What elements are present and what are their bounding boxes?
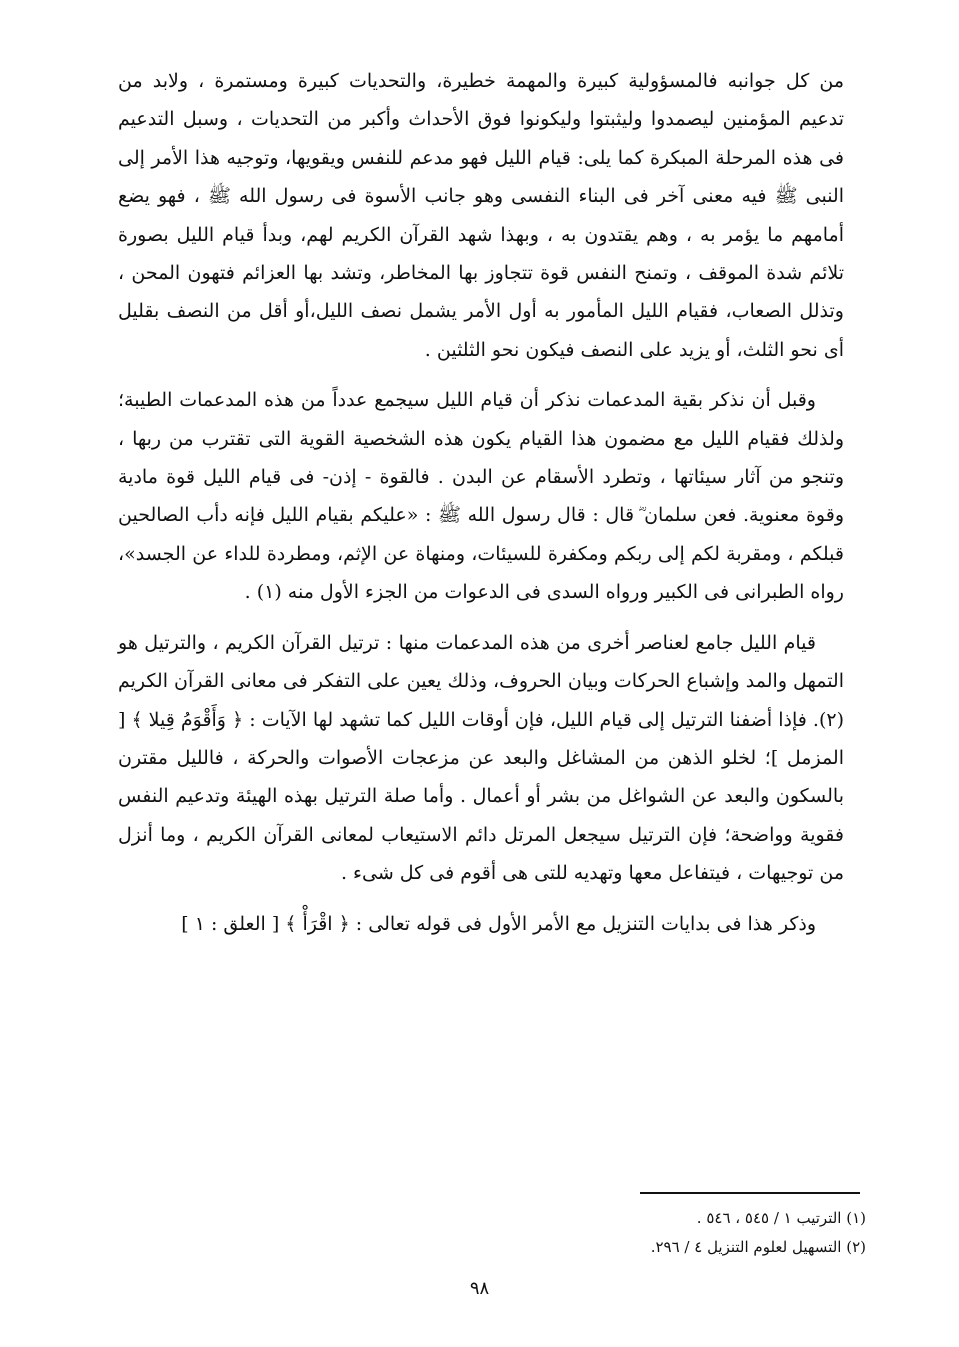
footnote-2: (٢) التسهيل لعلوم التنزيل ٤ / ٢٩٦. [650,1238,866,1256]
paragraph-4: وذكر هذا فى بدايات التنزيل مع الأمر الأول فى قوله تعالى : ﴿ اقْرَأْ ﴾ [ العلق : ١ ] [181,912,816,935]
footnote-1: (١) الترتيب ١ / ٥٤٥ ، ٥٤٦ . [696,1209,866,1227]
paragraph-1: من كل جوانبه فالمسؤولية كبيرة والمهمة خطيرة، والتحديات كبيرة ومستمرة ، ولابد من تدعيم المؤمنين ليصمدوا وليثبتوا وليكونوا فوق الأحداث وأكبر من التحديات ، وسبل التدعيم فى هذه المرحلة المبكرة كما يلى: قيام الليل فهو مدعم للنفس ويقويها، وتوجيه هذا الأمر إلى النبى ﷺ فيه معنى آخر فى البناء النفسى وهو جانب الأسوة فى رسول الله ﷺ ، فهو يضع أمامهم ما يؤمر به ، وهم يقتدون به ، وبهذا شهد القرآن الكريم لهم، وبدأ قيام الليل بصورة تلائم شدة الموقف ، وتمنح النفس قوة تتجاوز بها المخاطر، وتشد بها العزائم فتهون المحن ، وتذلل الصعاب، فقيام الليل المأمور به أول الأمر يشمل نصف الليل،أو أقل من النصف بقليل أى نحو الثلث، أو يزيد على النصف فيكون نحو الثلثين . [118,70,844,361]
paragraph-3: قيام الليل جامع لعناصر أخرى من هذه المدعمات منها : ترتيل القرآن الكريم ، والترتيل هو التمهل والمد وإشباع الحركات وبيان الحروف، وذلك يعين على التفكر فى معانى القرآن الكريم (٢). فإذا أضفنا الترتيل إلى قيام الليل، فإن أوقات الليل كما تشهد لها الآيات : ﴿ وَأَقْوَمُ قِيلا ﴾ [ المزمل ]؛ لخلو الذهن من المشاغل والبعد عن مزعجات الأصوات والحركة ، فالليل مقترن بالسكون والبعد عن الشواغل من بشر أو أعمال . وأما صلة الترتيل بهذه الهيئة وتدعيم النفس فقوية وواضحة؛ فإن الترتيل سيجعل المرتل دائم الاستيعاب لمعانى القرآن الكريم ، وما أنزل من توجيهات ، فيتفاعل معها وتهديه للتى هى أقوم فى كل شىء . [118,631,844,885]
footnotes [480,1204,866,1262]
paragraph-2: وقبل أن نذكر بقية المدعمات نذكر أن قيام الليل سيجمع عدداً من هذه المدعمات الطيبة؛ولذلك فقيام الليل مع مضمون هذا القيام يكون هذه الشخصية القوية التى تقترب من ربها ، وتنجو من آثار سيئاتها ، وتطرد الأسقام عن البدن . فالقوة - إذن- فى قيام الليل قوة مادية وقوة معنوية. فعن سلمان ؓ قال : قال رسول الله ﷺ : «عليكم بقيام الليل فإنه دأب الصالحين قبلكم ، ومقربة لكم إلى ربكم ومكفرة للسيئات، ومنهاة عن الإثم، ومطردة للداء عن الجسد»، رواه الطبرانى فى الكبير ورواه السدى فى الدعوات من الجزء الأول منه (١) . [118,389,844,604]
footnote-separator [640,1192,860,1194]
page-number: ٩٨ [469,1278,490,1299]
page-body [118,62,844,943]
